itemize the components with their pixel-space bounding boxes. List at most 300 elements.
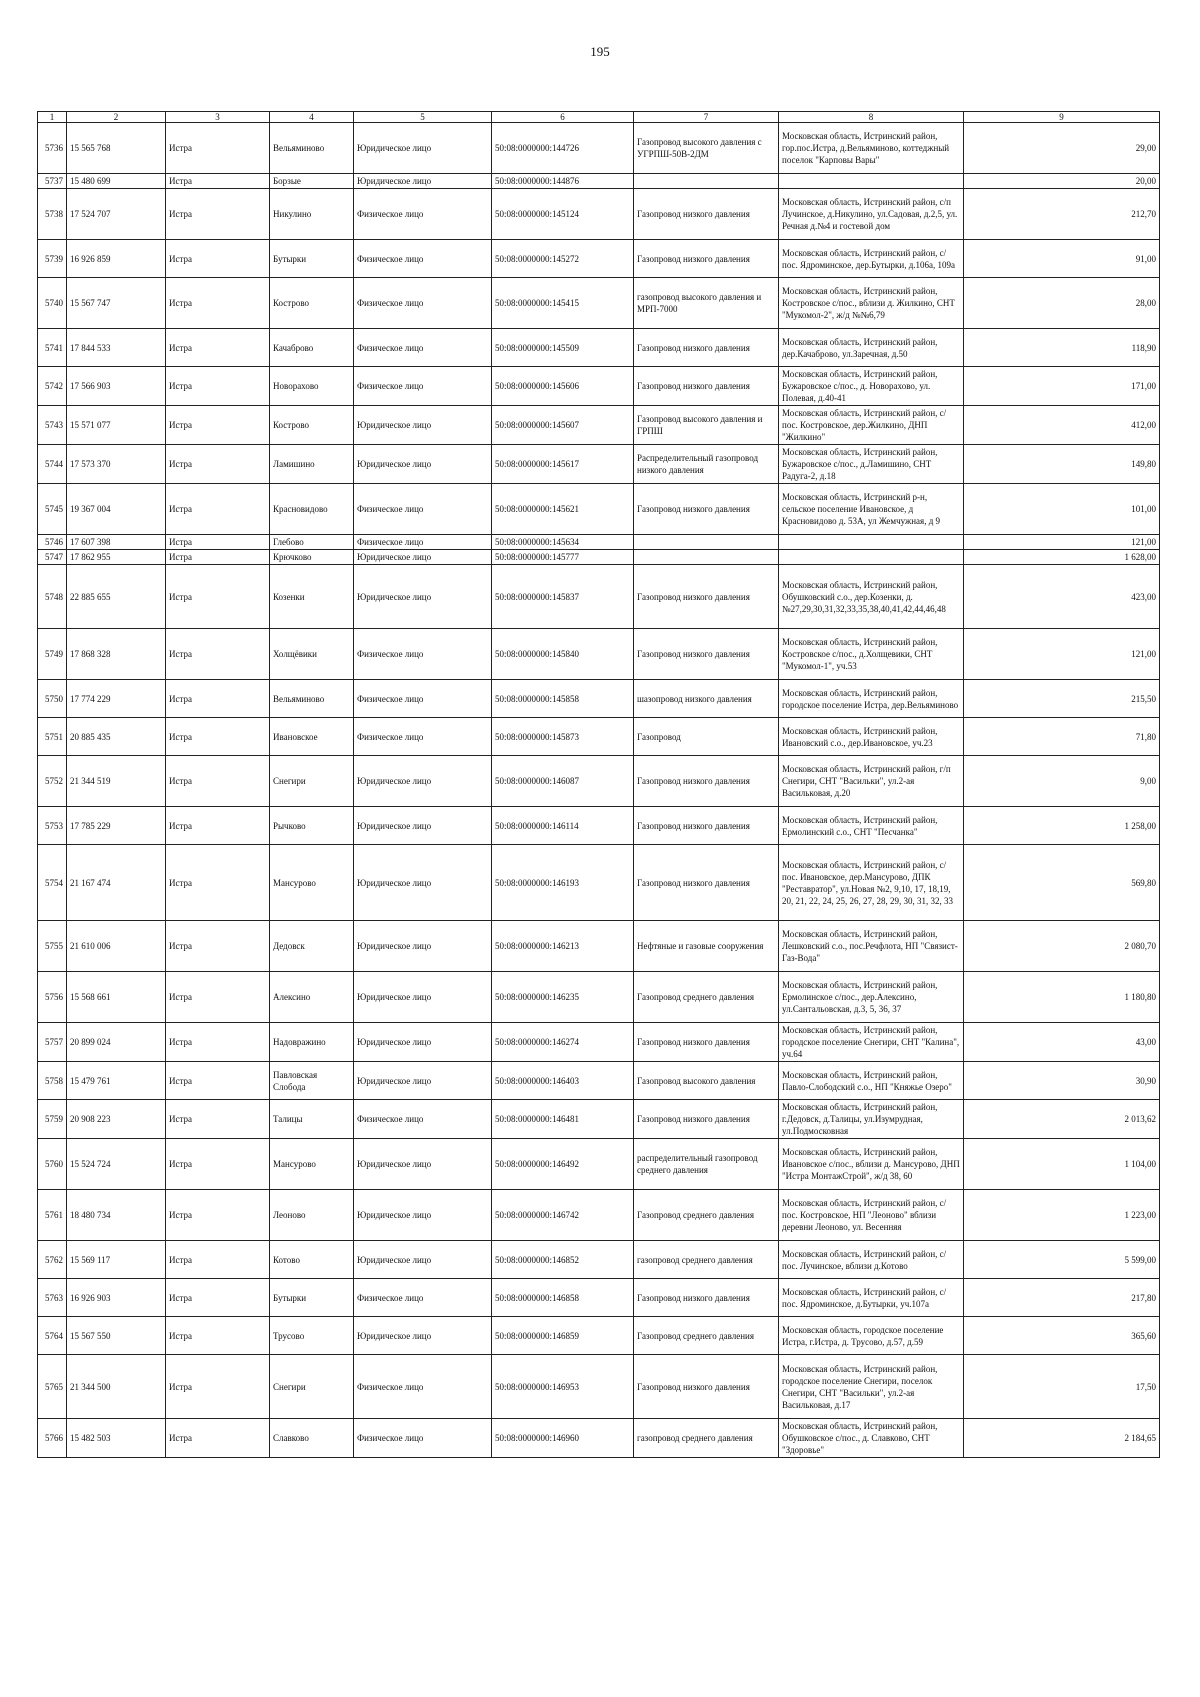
locality-cell: Мансурово [270, 845, 354, 921]
district-cell: Истра [166, 807, 270, 845]
value-cell: 212,70 [964, 189, 1160, 240]
row-number-cell: 5751 [38, 718, 67, 756]
value-cell: 5 599,00 [964, 1241, 1160, 1279]
district-cell: Истра [166, 718, 270, 756]
cadastral-number-cell: 50:08:0000000:145837 [492, 565, 634, 629]
cadastral-number-cell: 50:08:0000000:145873 [492, 718, 634, 756]
district-cell: Истра [166, 484, 270, 535]
object-name-cell: Газопровод низкого давления [634, 1100, 779, 1139]
table-row [38, 484, 1160, 535]
row-number-cell: 5758 [38, 1062, 67, 1100]
locality-cell: Бутырки [270, 1279, 354, 1317]
address-cell: Московская область, Истринский район, с/п Лучинское, д.Никулино, ул.Садовая, д.2,5, ул. Речная д.№4 и гостевой дом [779, 189, 964, 240]
owner-type-cell: Юридическое лицо [354, 565, 492, 629]
locality-cell: Снегири [270, 1355, 354, 1419]
object-name-cell: Газопровод низкого давления [634, 189, 779, 240]
owner-type-cell: Юридическое лицо [354, 1190, 492, 1241]
locality-cell: Бутырки [270, 240, 354, 278]
table-row [38, 1190, 1160, 1241]
value-cell: 1 104,00 [964, 1139, 1160, 1190]
object-name-cell: газопровод среднего давления [634, 1241, 779, 1279]
locality-cell: Борзые [270, 174, 354, 189]
owner-type-cell: Физическое лицо [354, 240, 492, 278]
table-row [38, 972, 1160, 1023]
object-name-cell: газопровод среднего давления [634, 1419, 779, 1458]
cadastral-number-cell: 50:08:0000000:144876 [492, 174, 634, 189]
district-cell: Истра [166, 1355, 270, 1419]
value-cell: 91,00 [964, 240, 1160, 278]
locality-cell: Никулино [270, 189, 354, 240]
row-number-cell: 5763 [38, 1279, 67, 1317]
owner-type-cell: Физическое лицо [354, 1100, 492, 1139]
locality-cell: Снегири [270, 756, 354, 807]
value-cell: 412,00 [964, 406, 1160, 445]
column-number-header: 8 [779, 112, 964, 123]
registry-code-cell: 15 567 747 [67, 278, 166, 329]
district-cell: Истра [166, 1190, 270, 1241]
registry-code-cell: 18 480 734 [67, 1190, 166, 1241]
row-number-cell: 5756 [38, 972, 67, 1023]
registry-code-cell: 22 885 655 [67, 565, 166, 629]
row-number-cell: 5752 [38, 756, 67, 807]
locality-cell: Мансурово [270, 1139, 354, 1190]
locality-cell: Котово [270, 1241, 354, 1279]
registry-code-cell: 20 899 024 [67, 1023, 166, 1062]
table-row [38, 240, 1160, 278]
owner-type-cell: Физическое лицо [354, 278, 492, 329]
value-cell: 1 180,80 [964, 972, 1160, 1023]
cadastral-number-cell: 50:08:0000000:145621 [492, 484, 634, 535]
row-number-cell: 5738 [38, 189, 67, 240]
cadastral-number-cell: 50:08:0000000:146193 [492, 845, 634, 921]
object-name-cell: Нефтяные и газовые сооружения [634, 921, 779, 972]
locality-cell: Глебово [270, 535, 354, 550]
district-cell: Истра [166, 367, 270, 406]
table-row [38, 921, 1160, 972]
owner-type-cell: Физическое лицо [354, 629, 492, 680]
district-cell: Истра [166, 1241, 270, 1279]
table-row [38, 1023, 1160, 1062]
object-name-cell: Газопровод низкого давления [634, 565, 779, 629]
cadastral-number-cell: 50:08:0000000:146852 [492, 1241, 634, 1279]
row-number-cell: 5737 [38, 174, 67, 189]
address-cell: Московская область, Истринский район, с/пос. Ядроминское, д.Бутырки, уч.107а [779, 1279, 964, 1317]
address-cell: Московская область, Истринский район, Павло-Слободский с.о., НП "Княжье Озеро" [779, 1062, 964, 1100]
owner-type-cell: Физическое лицо [354, 1355, 492, 1419]
locality-cell: Леоново [270, 1190, 354, 1241]
locality-cell: Ивановское [270, 718, 354, 756]
cadastral-number-cell: 50:08:0000000:146858 [492, 1279, 634, 1317]
registry-code-cell: 17 524 707 [67, 189, 166, 240]
locality-cell: Холщёвики [270, 629, 354, 680]
object-name-cell: Газопровод [634, 718, 779, 756]
address-cell: Московская область, Истринский район, городское поселение Истра, дер.Вельяминово [779, 680, 964, 718]
row-number-cell: 5739 [38, 240, 67, 278]
row-number-cell: 5757 [38, 1023, 67, 1062]
table-row [38, 278, 1160, 329]
cadastral-number-cell: 50:08:0000000:144726 [492, 123, 634, 174]
row-number-cell: 5765 [38, 1355, 67, 1419]
column-number-header: 1 [38, 112, 67, 123]
table-row [38, 123, 1160, 174]
address-cell: Московская область, Истринский район, Костровское с/пос., вблизи д. Жилкино, СНТ "Мукомол-2", ж/д №№6,79 [779, 278, 964, 329]
address-cell: Московская область, Истринский район, Ивановское с/пос., вблизи д. Мансурово, ДНП "Истра МонтажСтрой", ж/д 38, 60 [779, 1139, 964, 1190]
address-cell: Московская область, Истринский район, Костровское с/пос., д.Холщевики, СНТ "Мукомол-1", уч.53 [779, 629, 964, 680]
object-name-cell: Газопровод низкого давления [634, 240, 779, 278]
locality-cell: Талицы [270, 1100, 354, 1139]
locality-cell: Крючково [270, 550, 354, 565]
registry-code-cell: 17 785 229 [67, 807, 166, 845]
district-cell: Истра [166, 550, 270, 565]
address-cell: Московская область, Истринский район, с/пос. Ядроминское, дер.Бутырки, д.106а, 109а [779, 240, 964, 278]
district-cell: Истра [166, 756, 270, 807]
address-cell: Московская область, Истринский район, дер.Качаброво, ул.Заречная, д.50 [779, 329, 964, 367]
locality-cell: Павловская Слобода [270, 1062, 354, 1100]
object-name-cell: Газопровод низкого давления [634, 1355, 779, 1419]
value-cell: 121,00 [964, 629, 1160, 680]
owner-type-cell: Физическое лицо [354, 329, 492, 367]
value-cell: 20,00 [964, 174, 1160, 189]
address-cell: Московская область, Истринский район, городское поселение Снегири, поселок Снегири, СНТ "Васильки", ул.2-ая Васильковая, д.17 [779, 1355, 964, 1419]
value-cell: 28,00 [964, 278, 1160, 329]
cadastral-number-cell: 50:08:0000000:145634 [492, 535, 634, 550]
locality-cell: Алексино [270, 972, 354, 1023]
table-row [38, 1317, 1160, 1355]
registry-code-cell: 21 610 006 [67, 921, 166, 972]
district-cell: Истра [166, 921, 270, 972]
owner-type-cell: Юридическое лицо [354, 445, 492, 484]
table-row [38, 1355, 1160, 1419]
value-cell: 423,00 [964, 565, 1160, 629]
table-row [38, 367, 1160, 406]
table-row [38, 1139, 1160, 1190]
address-cell: Московская область, Истринский район, Лешковский с.о., пос.Речфлота, НП "Связист-Газ-Вода" [779, 921, 964, 972]
object-name-cell: Газопровод низкого давления [634, 756, 779, 807]
locality-cell: Кострово [270, 278, 354, 329]
value-cell: 101,00 [964, 484, 1160, 535]
address-cell: Московская область, Истринский р-н, сельское поселение Ивановское, д Красновидово д. 53А, ул Жемчужная, д 9 [779, 484, 964, 535]
cadastral-number-cell: 50:08:0000000:146742 [492, 1190, 634, 1241]
row-number-cell: 5744 [38, 445, 67, 484]
locality-cell: Вельяминово [270, 680, 354, 718]
registry-code-cell: 15 568 661 [67, 972, 166, 1023]
owner-type-cell: Физическое лицо [354, 189, 492, 240]
district-cell: Истра [166, 329, 270, 367]
registry-code-cell: 17 566 903 [67, 367, 166, 406]
object-name-cell: Газопровод среднего давления [634, 1190, 779, 1241]
value-cell: 30,90 [964, 1062, 1160, 1100]
address-cell: Московская область, Истринский район, гор.пос.Истра, д.Вельяминово, коттеджный поселок "Карповы Вары" [779, 123, 964, 174]
value-cell: 1 223,00 [964, 1190, 1160, 1241]
registry-code-cell: 21 344 500 [67, 1355, 166, 1419]
table-row [38, 1419, 1160, 1458]
owner-type-cell: Юридическое лицо [354, 972, 492, 1023]
page-number: 195 [590, 44, 610, 59]
address-cell [779, 550, 964, 565]
registry-table-body [38, 123, 1160, 1458]
row-number-cell: 5740 [38, 278, 67, 329]
row-number-cell: 5748 [38, 565, 67, 629]
owner-type-cell: Физическое лицо [354, 535, 492, 550]
row-number-cell: 5759 [38, 1100, 67, 1139]
district-cell: Истра [166, 189, 270, 240]
owner-type-cell: Юридическое лицо [354, 756, 492, 807]
object-name-cell: Газопровод низкого давления [634, 845, 779, 921]
table-row [38, 445, 1160, 484]
address-cell: Московская область, Истринский район, с/пос. Костровское, НП "Леоново" вблизи деревни Леоново, ул. Весенняя [779, 1190, 964, 1241]
address-cell: Московская область, Истринский район, Ермолинское с/пос., дер.Алексино, ул.Сантальовская, д.3, 5, 36, 37 [779, 972, 964, 1023]
object-name-cell: Газопровод низкого давления [634, 629, 779, 680]
value-cell: 2 013,62 [964, 1100, 1160, 1139]
registry-code-cell: 15 524 724 [67, 1139, 166, 1190]
value-cell: 121,00 [964, 535, 1160, 550]
owner-type-cell: Юридическое лицо [354, 123, 492, 174]
district-cell: Истра [166, 972, 270, 1023]
table-row [38, 1100, 1160, 1139]
table-row [38, 718, 1160, 756]
value-cell: 29,00 [964, 123, 1160, 174]
object-name-cell: Газопровод низкого давления [634, 367, 779, 406]
owner-type-cell: Физическое лицо [354, 680, 492, 718]
owner-type-cell: Юридическое лицо [354, 174, 492, 189]
row-number-cell: 5745 [38, 484, 67, 535]
object-name-cell: шазопровод низкого давления [634, 680, 779, 718]
column-number-header: 9 [964, 112, 1160, 123]
value-cell: 149,80 [964, 445, 1160, 484]
address-cell: Московская область, Истринский район, г/п Снегири, СНТ "Васильки", ул.2-ая Васильковая, д.20 [779, 756, 964, 807]
owner-type-cell: Юридическое лицо [354, 845, 492, 921]
object-name-cell: Газопровод среднего давления [634, 1317, 779, 1355]
district-cell: Истра [166, 445, 270, 484]
object-name-cell: Газопровод среднего давления [634, 972, 779, 1023]
address-cell: Московская область, Истринский район, Бужаровское с/пос., д. Новорахово, ул. Полевая, д.40-41 [779, 367, 964, 406]
cadastral-number-cell: 50:08:0000000:145607 [492, 406, 634, 445]
district-cell: Истра [166, 123, 270, 174]
locality-cell: Новорахово [270, 367, 354, 406]
cadastral-number-cell: 50:08:0000000:146492 [492, 1139, 634, 1190]
cadastral-number-cell: 50:08:0000000:146953 [492, 1355, 634, 1419]
value-cell: 569,80 [964, 845, 1160, 921]
owner-type-cell: Юридическое лицо [354, 1317, 492, 1355]
owner-type-cell: Физическое лицо [354, 1279, 492, 1317]
registry-code-cell: 17 573 370 [67, 445, 166, 484]
column-number-header-row [38, 112, 1160, 123]
district-cell: Истра [166, 1419, 270, 1458]
column-number-header: 3 [166, 112, 270, 123]
registry-code-cell: 17 607 398 [67, 535, 166, 550]
registry-table-wrapper [37, 111, 1159, 1458]
table-row [38, 756, 1160, 807]
registry-code-cell: 20 885 435 [67, 718, 166, 756]
cadastral-number-cell: 50:08:0000000:145606 [492, 367, 634, 406]
registry-code-cell: 16 926 859 [67, 240, 166, 278]
district-cell: Истра [166, 174, 270, 189]
cadastral-number-cell: 50:08:0000000:146114 [492, 807, 634, 845]
owner-type-cell: Физическое лицо [354, 718, 492, 756]
cadastral-number-cell: 50:08:0000000:146213 [492, 921, 634, 972]
district-cell: Истра [166, 845, 270, 921]
value-cell: 215,50 [964, 680, 1160, 718]
cadastral-number-cell: 50:08:0000000:145777 [492, 550, 634, 565]
address-cell: Московская область, Истринский район, Обушковское с/пос., д. Славково, СНТ "Здоровье" [779, 1419, 964, 1458]
row-number-cell: 5736 [38, 123, 67, 174]
locality-cell: Рычково [270, 807, 354, 845]
locality-cell: Славково [270, 1419, 354, 1458]
table-row [38, 680, 1160, 718]
object-name-cell [634, 550, 779, 565]
row-number-cell: 5741 [38, 329, 67, 367]
cadastral-number-cell: 50:08:0000000:146235 [492, 972, 634, 1023]
locality-cell: Кострово [270, 406, 354, 445]
row-number-cell: 5754 [38, 845, 67, 921]
object-name-cell [634, 535, 779, 550]
row-number-cell: 5747 [38, 550, 67, 565]
registry-code-cell: 15 479 761 [67, 1062, 166, 1100]
address-cell: Московская область, Истринский район, Обушковский с.о., дер.Козенки, д. №27,29,30,31,32,33,35,38,40,41,42,44,46,48 [779, 565, 964, 629]
object-name-cell: распределительный газопровод среднего давления [634, 1139, 779, 1190]
cadastral-number-cell: 50:08:0000000:146859 [492, 1317, 634, 1355]
cadastral-number-cell: 50:08:0000000:145840 [492, 629, 634, 680]
object-name-cell: Газопровод низкого давления [634, 1279, 779, 1317]
owner-type-cell: Юридическое лицо [354, 1023, 492, 1062]
address-cell: Московская область, Истринский район, городское поселение Снегири, СНТ "Калина", уч.64 [779, 1023, 964, 1062]
registry-code-cell: 17 868 328 [67, 629, 166, 680]
column-number-header: 6 [492, 112, 634, 123]
table-row [38, 629, 1160, 680]
address-cell: Московская область, городское поселение Истра, г.Истра, д. Трусово, д.57, д.59 [779, 1317, 964, 1355]
value-cell: 17,50 [964, 1355, 1160, 1419]
table-row [38, 1241, 1160, 1279]
value-cell: 1 258,00 [964, 807, 1160, 845]
registry-code-cell: 15 480 699 [67, 174, 166, 189]
object-name-cell: Распределительный газопровод низкого давления [634, 445, 779, 484]
address-cell: Московская область, Истринский район, Ивановский с.о., дер.Ивановское, уч.23 [779, 718, 964, 756]
cadastral-number-cell: 50:08:0000000:145124 [492, 189, 634, 240]
registry-code-cell: 15 565 768 [67, 123, 166, 174]
object-name-cell: Газопровод высокого давления и ГРПШ [634, 406, 779, 445]
owner-type-cell: Юридическое лицо [354, 1139, 492, 1190]
cadastral-number-cell: 50:08:0000000:146087 [492, 756, 634, 807]
owner-type-cell: Юридическое лицо [354, 406, 492, 445]
table-row [38, 807, 1160, 845]
table-row [38, 406, 1160, 445]
address-cell: Московская область, Истринский район, с/пос. Лучинское, вблизи д.Котово [779, 1241, 964, 1279]
cadastral-number-cell: 50:08:0000000:145415 [492, 278, 634, 329]
address-cell: Московская область, Истринский район, г.Дедовск, д.Талицы, ул.Изумрудная, ул.Подмосковная [779, 1100, 964, 1139]
district-cell: Истра [166, 278, 270, 329]
column-number-header: 4 [270, 112, 354, 123]
column-number-header: 7 [634, 112, 779, 123]
row-number-cell: 5766 [38, 1419, 67, 1458]
row-number-cell: 5755 [38, 921, 67, 972]
registry-code-cell: 21 167 474 [67, 845, 166, 921]
cadastral-number-cell: 50:08:0000000:145858 [492, 680, 634, 718]
object-name-cell: Газопровод низкого давления [634, 329, 779, 367]
registry-code-cell: 19 367 004 [67, 484, 166, 535]
object-name-cell [634, 174, 779, 189]
value-cell: 71,80 [964, 718, 1160, 756]
registry-code-cell: 15 571 077 [67, 406, 166, 445]
district-cell: Истра [166, 1100, 270, 1139]
value-cell: 2 184,65 [964, 1419, 1160, 1458]
owner-type-cell: Физическое лицо [354, 367, 492, 406]
cadastral-number-cell: 50:08:0000000:146960 [492, 1419, 634, 1458]
owner-type-cell: Юридическое лицо [354, 550, 492, 565]
value-cell: 43,00 [964, 1023, 1160, 1062]
district-cell: Истра [166, 535, 270, 550]
table-row [38, 565, 1160, 629]
address-cell: Московская область, Истринский район, с/пос. Костровское, дер.Жилкино, ДНП "Жилкино" [779, 406, 964, 445]
row-number-cell: 5746 [38, 535, 67, 550]
locality-cell: Красновидово [270, 484, 354, 535]
locality-cell: Надовражино [270, 1023, 354, 1062]
object-name-cell: Газопровод низкого давления [634, 484, 779, 535]
cadastral-number-cell: 50:08:0000000:145617 [492, 445, 634, 484]
owner-type-cell: Юридическое лицо [354, 1062, 492, 1100]
value-cell: 1 628,00 [964, 550, 1160, 565]
row-number-cell: 5762 [38, 1241, 67, 1279]
registry-code-cell: 17 844 533 [67, 329, 166, 367]
registry-code-cell: 15 482 503 [67, 1419, 166, 1458]
table-row [38, 174, 1160, 189]
cadastral-number-cell: 50:08:0000000:146274 [492, 1023, 634, 1062]
value-cell: 9,00 [964, 756, 1160, 807]
owner-type-cell: Юридическое лицо [354, 807, 492, 845]
owner-type-cell: Юридическое лицо [354, 921, 492, 972]
row-number-cell: 5743 [38, 406, 67, 445]
district-cell: Истра [166, 1139, 270, 1190]
address-cell: Московская область, Истринский район, Ермолинский с.о., СНТ "Песчанка" [779, 807, 964, 845]
registry-code-cell: 15 569 117 [67, 1241, 166, 1279]
registry-code-cell: 21 344 519 [67, 756, 166, 807]
registry-code-cell: 16 926 903 [67, 1279, 166, 1317]
locality-cell: Качаброво [270, 329, 354, 367]
registry-code-cell: 20 908 223 [67, 1100, 166, 1139]
address-cell: Московская область, Истринский район, с/пос. Ивановское, дер.Мансурово, ДПК "Реставратор", ул.Новая №2, 9,10, 17, 18,19, 20, 21, 22, 24, 25, 26, 27, 28, 29, 30, 31, 32, 33 [779, 845, 964, 921]
value-cell: 217,80 [964, 1279, 1160, 1317]
cadastral-number-cell: 50:08:0000000:146403 [492, 1062, 634, 1100]
registry-code-cell: 17 774 229 [67, 680, 166, 718]
district-cell: Истра [166, 680, 270, 718]
district-cell: Истра [166, 1279, 270, 1317]
object-name-cell: Газопровод высокого давления с УГРПШ-50В-2ДМ [634, 123, 779, 174]
locality-cell: Вельяминово [270, 123, 354, 174]
table-row [38, 1279, 1160, 1317]
row-number-cell: 5764 [38, 1317, 67, 1355]
registry-table [37, 111, 1160, 1458]
district-cell: Истра [166, 406, 270, 445]
row-number-cell: 5761 [38, 1190, 67, 1241]
object-name-cell: Газопровод высокого давления [634, 1062, 779, 1100]
object-name-cell: газопровод высокого давления и МРП-7000 [634, 278, 779, 329]
locality-cell: Трусово [270, 1317, 354, 1355]
value-cell: 365,60 [964, 1317, 1160, 1355]
value-cell: 171,00 [964, 367, 1160, 406]
owner-type-cell: Физическое лицо [354, 484, 492, 535]
owner-type-cell: Юридическое лицо [354, 1241, 492, 1279]
locality-cell: Дедовск [270, 921, 354, 972]
row-number-cell: 5760 [38, 1139, 67, 1190]
object-name-cell: Газопровод низкого давления [634, 807, 779, 845]
column-number-header: 2 [67, 112, 166, 123]
row-number-cell: 5749 [38, 629, 67, 680]
row-number-cell: 5753 [38, 807, 67, 845]
cadastral-number-cell: 50:08:0000000:145272 [492, 240, 634, 278]
district-cell: Истра [166, 240, 270, 278]
table-row [38, 845, 1160, 921]
address-cell [779, 174, 964, 189]
table-row [38, 1062, 1160, 1100]
